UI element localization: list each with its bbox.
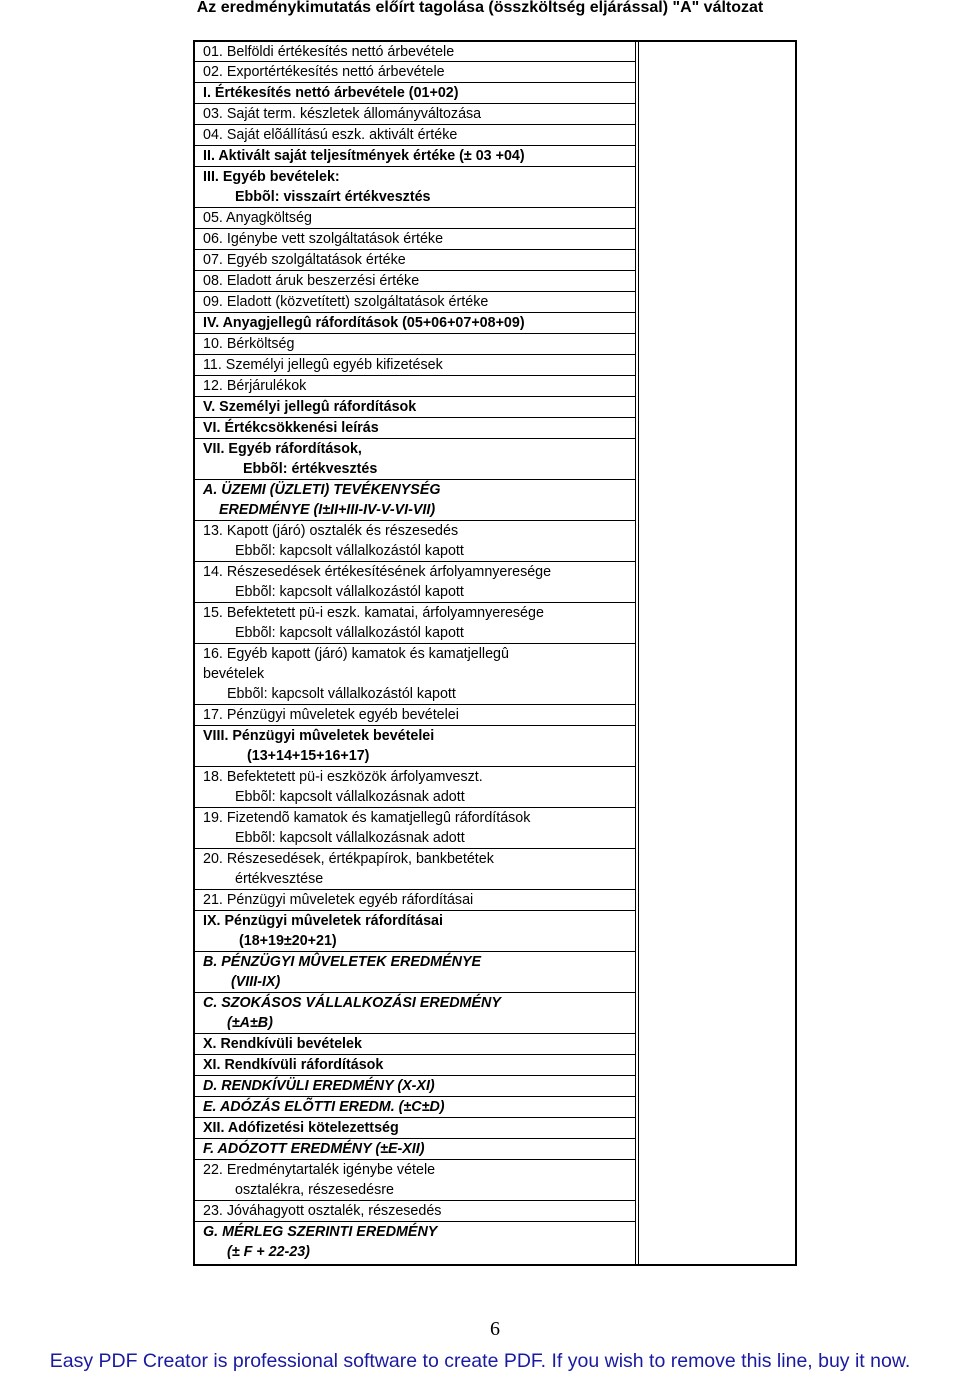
row-label: 14. Részesedések értékesítésének árfolyamnyeresége [203,564,552,580]
row-sublabel: Ebbõl: kapcsolt vállalkozásnak adott [235,830,465,846]
row-label: VII. Egyéb ráfordítások, [203,441,362,457]
row-label: XII. Adófizetési kötelezettség [203,1120,399,1136]
column-divider [635,42,636,1264]
table-row [195,1076,635,1097]
row-sublabel: osztalékra, részesedésre [235,1182,394,1198]
title-text: Az eredménykimutatás előírt tagolása (összköltség eljárással) "A" változat [196,0,764,16]
row-sublabel: (18+19±20+21) [239,933,337,949]
row-label: 01. Belföldi értékesítés nettó árbevétele [203,44,455,60]
row-label: 16. Egyéb kapott (járó) kamatok és kamatjellegû [203,646,509,662]
table-row [195,250,635,271]
table-row [195,376,635,397]
row-label: 02. Exportértékesítés nettó árbevétele [203,64,445,80]
income-statement-table [193,40,797,1266]
row-label: 04. Saját elõállítású eszk. aktivált értéke [203,127,458,143]
row-label: E. ADÓZÁS ELÕTTI EREDM. (±C±D) [203,1099,445,1115]
table-row [195,1222,635,1263]
row-label: D. RENDKÍVÜLI EREDMÉNY (X-XI) [203,1078,435,1094]
row-sublabel: Ebbõl: visszaírt értékvesztés [235,189,431,205]
table-row [195,644,635,705]
table-row [195,397,635,418]
table-row [195,355,635,376]
row-label: VI. Értékcsökkenési leírás [203,420,379,436]
table-row [195,62,635,83]
page-title [0,0,960,34]
row-label: 21. Pénzügyi mûveletek egyéb ráfordításai [203,892,474,908]
row-label: C. SZOKÁSOS VÁLLALKOZÁSI EREDMÉNY [203,995,501,1011]
table-row [195,849,635,890]
row-label: V. Személyi jellegû ráfordítások [203,399,417,415]
table-row [195,83,635,104]
row-label: III. Egyéb bevételek: [203,169,340,185]
row-label: 08. Eladott áruk beszerzési értéke [203,273,420,289]
row-label: G. MÉRLEG SZERINTI EREDMÉNY [203,1224,438,1240]
table-row [195,292,635,313]
row-sublabel: (±A±B) [227,1015,273,1031]
row-sublabel: Ebbõl: kapcsolt vállalkozástól kapott [227,686,456,702]
row-label: 13. Kapott (járó) osztalék és részesedés [203,523,459,539]
row-label: 10. Bérköltség [203,336,295,352]
row-label: 12. Bérjárulékok [203,378,307,394]
table-row [195,271,635,292]
table-row [195,911,635,952]
row-sublabel: Ebbõl: kapcsolt vállalkozástól kapott [235,625,464,641]
row-label: 18. Befektetett pü-i eszközök árfolyamveszt. [203,769,483,785]
row-label: IV. Anyagjellegû ráfordítások (05+06+07+08+09) [203,315,525,331]
table-row [195,125,635,146]
row-label: 09. Eladott (közvetített) szolgáltatások értéke [203,294,489,310]
row-label: 05. Anyagköltség [203,210,312,226]
table-row [195,952,635,993]
row-sublabel: értékvesztése [235,871,324,887]
table-rows [195,42,635,1263]
table-row [195,208,635,229]
row-sublabel: Ebbõl: kapcsolt vállalkozásnak adott [235,789,465,805]
table-row [195,229,635,250]
row-sublabel: Ebbõl: értékvesztés [243,461,378,477]
row-label: 23. Jóváhagyott osztalék, részesedés [203,1203,442,1219]
row-label: 15. Befektetett pü-i eszk. kamatai, árfolyamnyeresége [203,605,544,621]
table-row [195,104,635,125]
row-label: VIII. Pénzügyi mûveletek bevételei [203,728,435,744]
row-label: F. ADÓZOTT EREDMÉNY (±E-XII) [203,1141,425,1157]
row-sublabel: bevételek [203,666,265,682]
row-label: IX. Pénzügyi mûveletek ráfordításai [203,913,443,929]
row-label: 20. Részesedések, értékpapírok, bankbetétek [203,851,494,867]
table-row [195,313,635,334]
table-row [195,418,635,439]
row-sublabel: EREDMÉNYE (I±II+III-IV-V-VI-VII) [219,502,436,518]
table-row [195,1055,635,1076]
table-row [195,167,635,208]
table-row [195,808,635,849]
pdf-creator-footer: Easy PDF Creator is professional software to create PDF. If you wish to remove this line, buy it now. [49,1350,911,1372]
row-label: XI. Rendkívüli ráfordítások [203,1057,384,1073]
table-row [195,146,635,167]
table-row [195,1034,635,1055]
table-row [195,480,635,521]
page-number: 6 [490,1318,500,1340]
row-sublabel: (± F + 22-23) [227,1244,310,1260]
table-row [195,1118,635,1139]
row-label: 06. Igénybe vett szolgáltatások értéke [203,231,444,247]
row-label: A. ÜZEMI (ÜZLETI) TEVÉKENYSÉG [203,482,441,498]
row-label: B. PÉNZÜGYI MÛVELETEK EREDMÉNYE [203,954,482,970]
table-row [195,890,635,911]
row-label: 19. Fizetendõ kamatok és kamatjellegû ráfordítások [203,810,531,826]
table-row [195,767,635,808]
row-label: 17. Pénzügyi mûveletek egyéb bevételei [203,707,459,723]
table-row [195,1097,635,1118]
table-row [195,42,635,62]
row-label: 03. Saját term. készletek állományváltozása [203,106,482,122]
table-row [195,1201,635,1222]
table-row [195,993,635,1034]
table-row [195,562,635,603]
row-label: I. Értékesítés nettó árbevétele (01+02) [203,85,459,101]
row-label: 07. Egyéb szolgáltatások értéke [203,252,406,268]
column-divider-double [638,42,639,1264]
row-label: 22. Eredménytartalék igénybe vétele [203,1162,436,1178]
row-sublabel: Ebbõl: kapcsolt vállalkozástól kapott [235,543,464,559]
table-row [195,603,635,644]
table-row [195,521,635,562]
row-sublabel: (13+14+15+16+17) [247,748,370,764]
table-row [195,726,635,767]
table-row [195,334,635,355]
row-sublabel: (VIII-IX) [231,974,281,990]
table-row [195,1139,635,1160]
table-row [195,705,635,726]
table-row [195,1160,635,1201]
row-label: II. Aktivált saját teljesítmények értéke (± 03 +04) [203,148,525,164]
table-row [195,439,635,480]
row-sublabel: Ebbõl: kapcsolt vállalkozástól kapott [235,584,464,600]
row-label: 11. Személyi jellegû egyéb kifizetések [203,357,443,373]
row-label: X. Rendkívüli bevételek [203,1036,362,1052]
